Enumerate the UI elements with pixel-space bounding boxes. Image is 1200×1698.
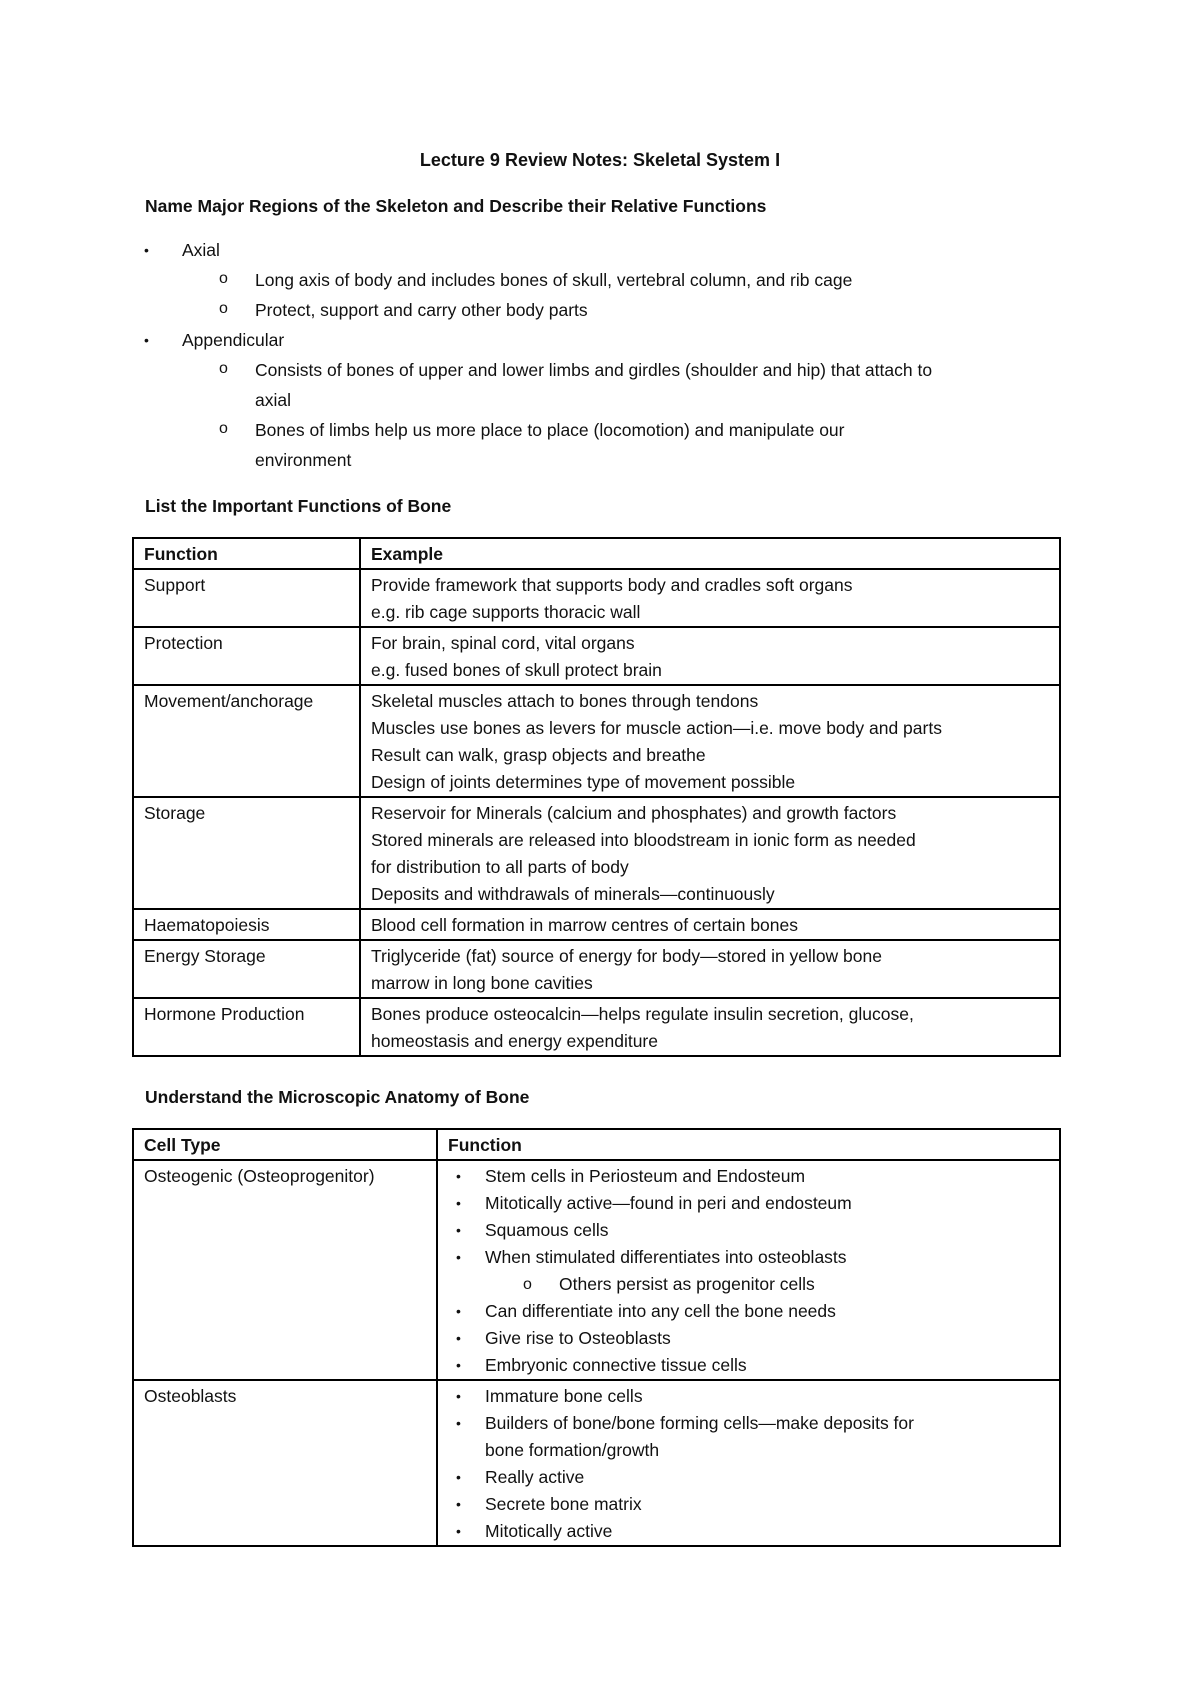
bullet-icon: • bbox=[456, 1388, 461, 1404]
example-line: marrow in long bone cavities bbox=[371, 973, 593, 993]
cell-type-name: Osteoblasts bbox=[133, 1380, 437, 1546]
example-line: For brain, spinal cord, vital organs bbox=[371, 633, 635, 653]
header-function: Function bbox=[133, 538, 360, 569]
table-row bbox=[133, 909, 1060, 940]
example-line: Reservoir for Minerals (calcium and phosphates) and growth factors bbox=[371, 803, 897, 823]
function-name: Protection bbox=[133, 627, 360, 685]
table-header-row bbox=[133, 538, 1060, 569]
example-line: for distribution to all parts of body bbox=[371, 857, 629, 877]
list-item: • Immature bone cells bbox=[448, 1383, 1049, 1410]
table-header-row bbox=[133, 1129, 1060, 1160]
sub-list-item: o Others persist as progenitor cells bbox=[448, 1271, 1049, 1298]
list-item: • Squamous cells bbox=[448, 1217, 1049, 1244]
appendicular-description-line1: Consists of bones of upper and lower limbs and girdles (shoulder and hip) that attach to bbox=[255, 360, 933, 380]
example-line: Design of joints determines type of movement possible bbox=[371, 772, 796, 792]
bullet-icon: • bbox=[456, 1415, 461, 1431]
list-item: • Embryonic connective tissue cells bbox=[448, 1352, 1049, 1379]
bullet-icon: • bbox=[456, 1469, 461, 1485]
section-heading-microscopic-anatomy: Understand the Microscopic Anatomy of Bone bbox=[145, 1087, 530, 1107]
bullet-icon: • bbox=[456, 1357, 461, 1373]
table-row bbox=[133, 797, 1060, 909]
list-item: • Mitotically active—found in peri and endosteum bbox=[448, 1190, 1049, 1217]
list-item: • Stem cells in Periosteum and Endosteum bbox=[448, 1163, 1049, 1190]
function-example bbox=[360, 797, 1060, 909]
function-name: Storage bbox=[133, 797, 360, 909]
list-item: • Really active bbox=[448, 1464, 1049, 1491]
cell-type-name: Osteogenic (Osteoprogenitor) bbox=[133, 1160, 437, 1380]
table-row bbox=[133, 1160, 1060, 1380]
example-line: Triglyceride (fat) source of energy for body—stored in yellow bone bbox=[371, 946, 882, 966]
list-item: • When stimulated differentiates into osteoblasts bbox=[448, 1244, 1049, 1271]
header-example: Example bbox=[360, 538, 1060, 569]
example-line: Blood cell formation in marrow centres of certain bones bbox=[371, 915, 799, 935]
list-item: • Can differentiate into any cell the bone needs bbox=[448, 1298, 1049, 1325]
bullet-icon: • bbox=[456, 1168, 461, 1184]
function-example bbox=[360, 909, 1060, 940]
example-line: homeostasis and energy expenditure bbox=[371, 1031, 658, 1051]
bullet-icon: • bbox=[144, 242, 149, 258]
list-item-appendicular: Appendicular bbox=[182, 330, 285, 350]
sub-bullet-icon: o bbox=[219, 270, 228, 287]
cell-functions bbox=[437, 1380, 1060, 1546]
function-example bbox=[360, 685, 1060, 797]
function-name: Support bbox=[133, 569, 360, 627]
function-name: Hormone Production bbox=[133, 998, 360, 1056]
sub-bullet-icon: o bbox=[523, 1276, 532, 1293]
header-cell-type: Cell Type bbox=[133, 1129, 437, 1160]
example-line: Result can walk, grasp objects and breathe bbox=[371, 745, 706, 765]
list-item: • Secrete bone matrix bbox=[448, 1491, 1049, 1518]
function-name: Haematopoiesis bbox=[133, 909, 360, 940]
list-item-axial: Axial bbox=[182, 240, 220, 260]
table-row bbox=[133, 940, 1060, 998]
table-row bbox=[133, 1380, 1060, 1546]
table-row bbox=[133, 627, 1060, 685]
table-row bbox=[133, 685, 1060, 797]
table-row bbox=[133, 569, 1060, 627]
bullet-icon: • bbox=[456, 1330, 461, 1346]
bullet-icon: • bbox=[456, 1523, 461, 1539]
bullet-icon: • bbox=[456, 1222, 461, 1238]
bone-functions-table bbox=[132, 537, 1061, 1057]
example-line: e.g. fused bones of skull protect brain bbox=[371, 660, 662, 680]
example-line: e.g. rib cage supports thoracic wall bbox=[371, 602, 641, 622]
section-heading-skeleton-regions: Name Major Regions of the Skeleton and Describe their Relative Functions bbox=[145, 196, 767, 216]
function-name: Energy Storage bbox=[133, 940, 360, 998]
list-item: • Mitotically active bbox=[448, 1518, 1049, 1545]
appendicular-description-line2: axial bbox=[255, 390, 291, 410]
appendicular-function-line2: environment bbox=[255, 450, 352, 470]
example-line: Stored minerals are released into bloodstream in ionic form as needed bbox=[371, 830, 916, 850]
example-line: Skeletal muscles attach to bones through tendons bbox=[371, 691, 759, 711]
header-function: Function bbox=[437, 1129, 1060, 1160]
list-item: • Give rise to Osteoblasts bbox=[448, 1325, 1049, 1352]
document-title: Lecture 9 Review Notes: Skeletal System I bbox=[419, 150, 781, 170]
list-item-continuation: bone formation/growth bbox=[485, 1440, 660, 1460]
example-line: Provide framework that supports body and cradles soft organs bbox=[371, 575, 853, 595]
bullet-icon: • bbox=[456, 1303, 461, 1319]
cell-types-table bbox=[132, 1128, 1061, 1547]
cell-functions bbox=[437, 1160, 1060, 1380]
axial-description: Long axis of body and includes bones of skull, vertebral column, and rib cage bbox=[255, 270, 853, 290]
function-name: Movement/anchorage bbox=[133, 685, 360, 797]
section-heading-bone-functions: List the Important Functions of Bone bbox=[145, 496, 452, 516]
function-example bbox=[360, 998, 1060, 1056]
bullet-icon: • bbox=[144, 332, 149, 348]
bullet-icon: • bbox=[456, 1496, 461, 1512]
bullet-icon: • bbox=[456, 1249, 461, 1265]
function-example bbox=[360, 569, 1060, 627]
function-example bbox=[360, 940, 1060, 998]
sub-bullet-icon: o bbox=[219, 360, 228, 377]
axial-function: Protect, support and carry other body parts bbox=[255, 300, 588, 320]
example-line: Muscles use bones as levers for muscle action—i.e. move body and parts bbox=[371, 718, 942, 738]
sub-bullet-icon: o bbox=[219, 300, 228, 317]
table-row bbox=[133, 998, 1060, 1056]
example-line: Deposits and withdrawals of minerals—continuously bbox=[371, 884, 775, 904]
bullet-icon: • bbox=[456, 1195, 461, 1211]
example-line: Bones produce osteocalcin—helps regulate insulin secretion, glucose, bbox=[371, 1004, 914, 1024]
list-item: • Builders of bone/bone forming cells—make deposits for bbox=[448, 1410, 1049, 1437]
appendicular-function-line1: Bones of limbs help us more place to place (locomotion) and manipulate our bbox=[255, 420, 845, 440]
sub-bullet-icon: o bbox=[219, 420, 228, 437]
function-example bbox=[360, 627, 1060, 685]
